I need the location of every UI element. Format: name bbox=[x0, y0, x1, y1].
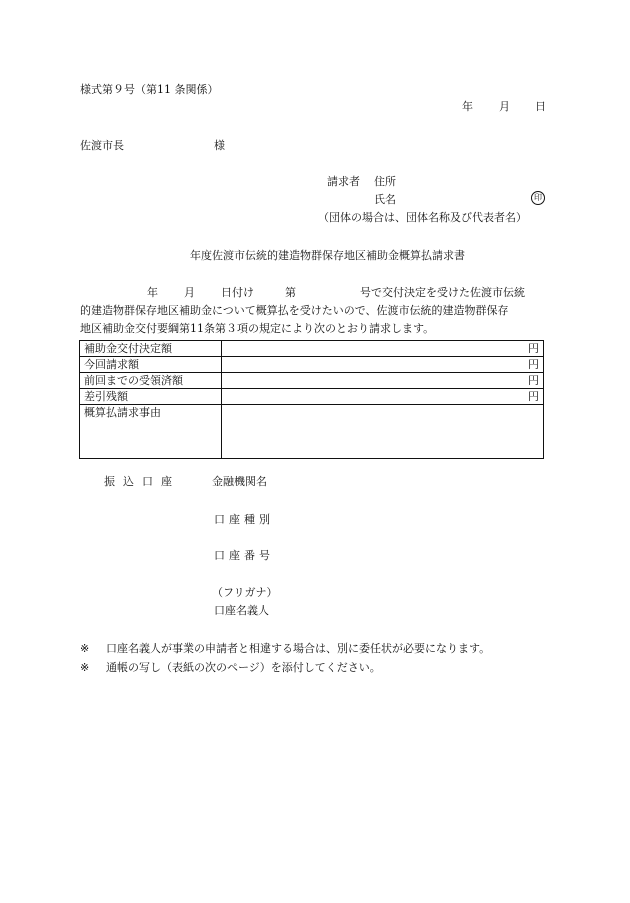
name-label: 氏名 bbox=[374, 193, 396, 206]
row-label-decision-amount: 補助金交付決定額 bbox=[80, 341, 222, 357]
body-number-prefix: 第 bbox=[285, 286, 296, 299]
bank-furigana-label: （フリガナ） bbox=[212, 586, 278, 599]
recipient-honorific: 様 bbox=[214, 139, 225, 152]
recipient-mayor: 佐渡市長 bbox=[80, 139, 124, 152]
note-item bbox=[80, 662, 381, 673]
date-day-label: 日 bbox=[535, 100, 546, 113]
note-symbol: ※ bbox=[80, 661, 90, 674]
applicant-label: 請求者 bbox=[327, 175, 360, 188]
date-month-label: 月 bbox=[499, 100, 510, 113]
row-label-balance: 差引残額 bbox=[80, 389, 222, 405]
address-label: 住所 bbox=[374, 175, 396, 188]
table-row bbox=[80, 341, 544, 357]
note-item bbox=[80, 643, 490, 654]
bank-section-label: 振込口座 bbox=[104, 475, 180, 488]
form-number: 様式第９号（第11 条関係） bbox=[80, 83, 219, 96]
body-day-dated: 日付け bbox=[221, 286, 254, 299]
document-title: 年度佐渡市伝統的建造物群保存地区補助金概算払請求書 bbox=[190, 249, 465, 262]
date-year-label: 年 bbox=[462, 100, 473, 113]
note-text: 口座名義人が事業の申請者と相違する場合は、別に委任状が必要になります。 bbox=[106, 642, 491, 655]
group-note: （団体の場合は、団体名称及び代表者名） bbox=[318, 211, 527, 224]
bank-holder-label: 口座名義人 bbox=[214, 604, 269, 617]
body-line3: 地区補助金交付要綱第11条第３項の規定により次のとおり請求します。 bbox=[80, 322, 435, 335]
row-amount-previous-received[interactable] bbox=[222, 373, 544, 389]
yen-unit: 円 bbox=[528, 390, 539, 403]
bank-account-type-label: 口座種別 bbox=[214, 513, 274, 526]
amounts-table bbox=[79, 340, 544, 459]
note-symbol: ※ bbox=[80, 642, 90, 655]
table-row bbox=[80, 357, 544, 373]
row-amount-current-request[interactable] bbox=[222, 357, 544, 373]
body-month: 月 bbox=[184, 286, 195, 299]
yen-unit: 円 bbox=[528, 358, 539, 371]
body-line2: 的建造物群保存地区補助金について概算払を受けたいので、佐渡市伝統的建造物群保存 bbox=[80, 304, 509, 317]
bank-institution-label: 金融機関名 bbox=[212, 475, 267, 488]
row-label-reason: 概算払請求事由 bbox=[80, 405, 222, 459]
yen-unit: 円 bbox=[528, 374, 539, 387]
reason-field[interactable] bbox=[222, 405, 544, 459]
table-row bbox=[80, 389, 544, 405]
row-amount-balance[interactable] bbox=[222, 389, 544, 405]
seal-mark: 印 bbox=[531, 191, 545, 205]
row-amount-decision[interactable] bbox=[222, 341, 544, 357]
table-row-reason bbox=[80, 405, 544, 459]
row-label-previous-received: 前回までの受領済額 bbox=[80, 373, 222, 389]
body-year: 年 bbox=[147, 286, 158, 299]
row-label-current-request: 今回請求額 bbox=[80, 357, 222, 373]
note-text: 通帳の写し（表紙の次のページ）を添付してください。 bbox=[106, 661, 381, 674]
bank-account-number-label: 口座番号 bbox=[214, 549, 274, 562]
table-row bbox=[80, 373, 544, 389]
yen-unit: 円 bbox=[528, 342, 539, 355]
body-line1-tail: 号で交付決定を受けた佐渡市伝統 bbox=[360, 286, 525, 299]
